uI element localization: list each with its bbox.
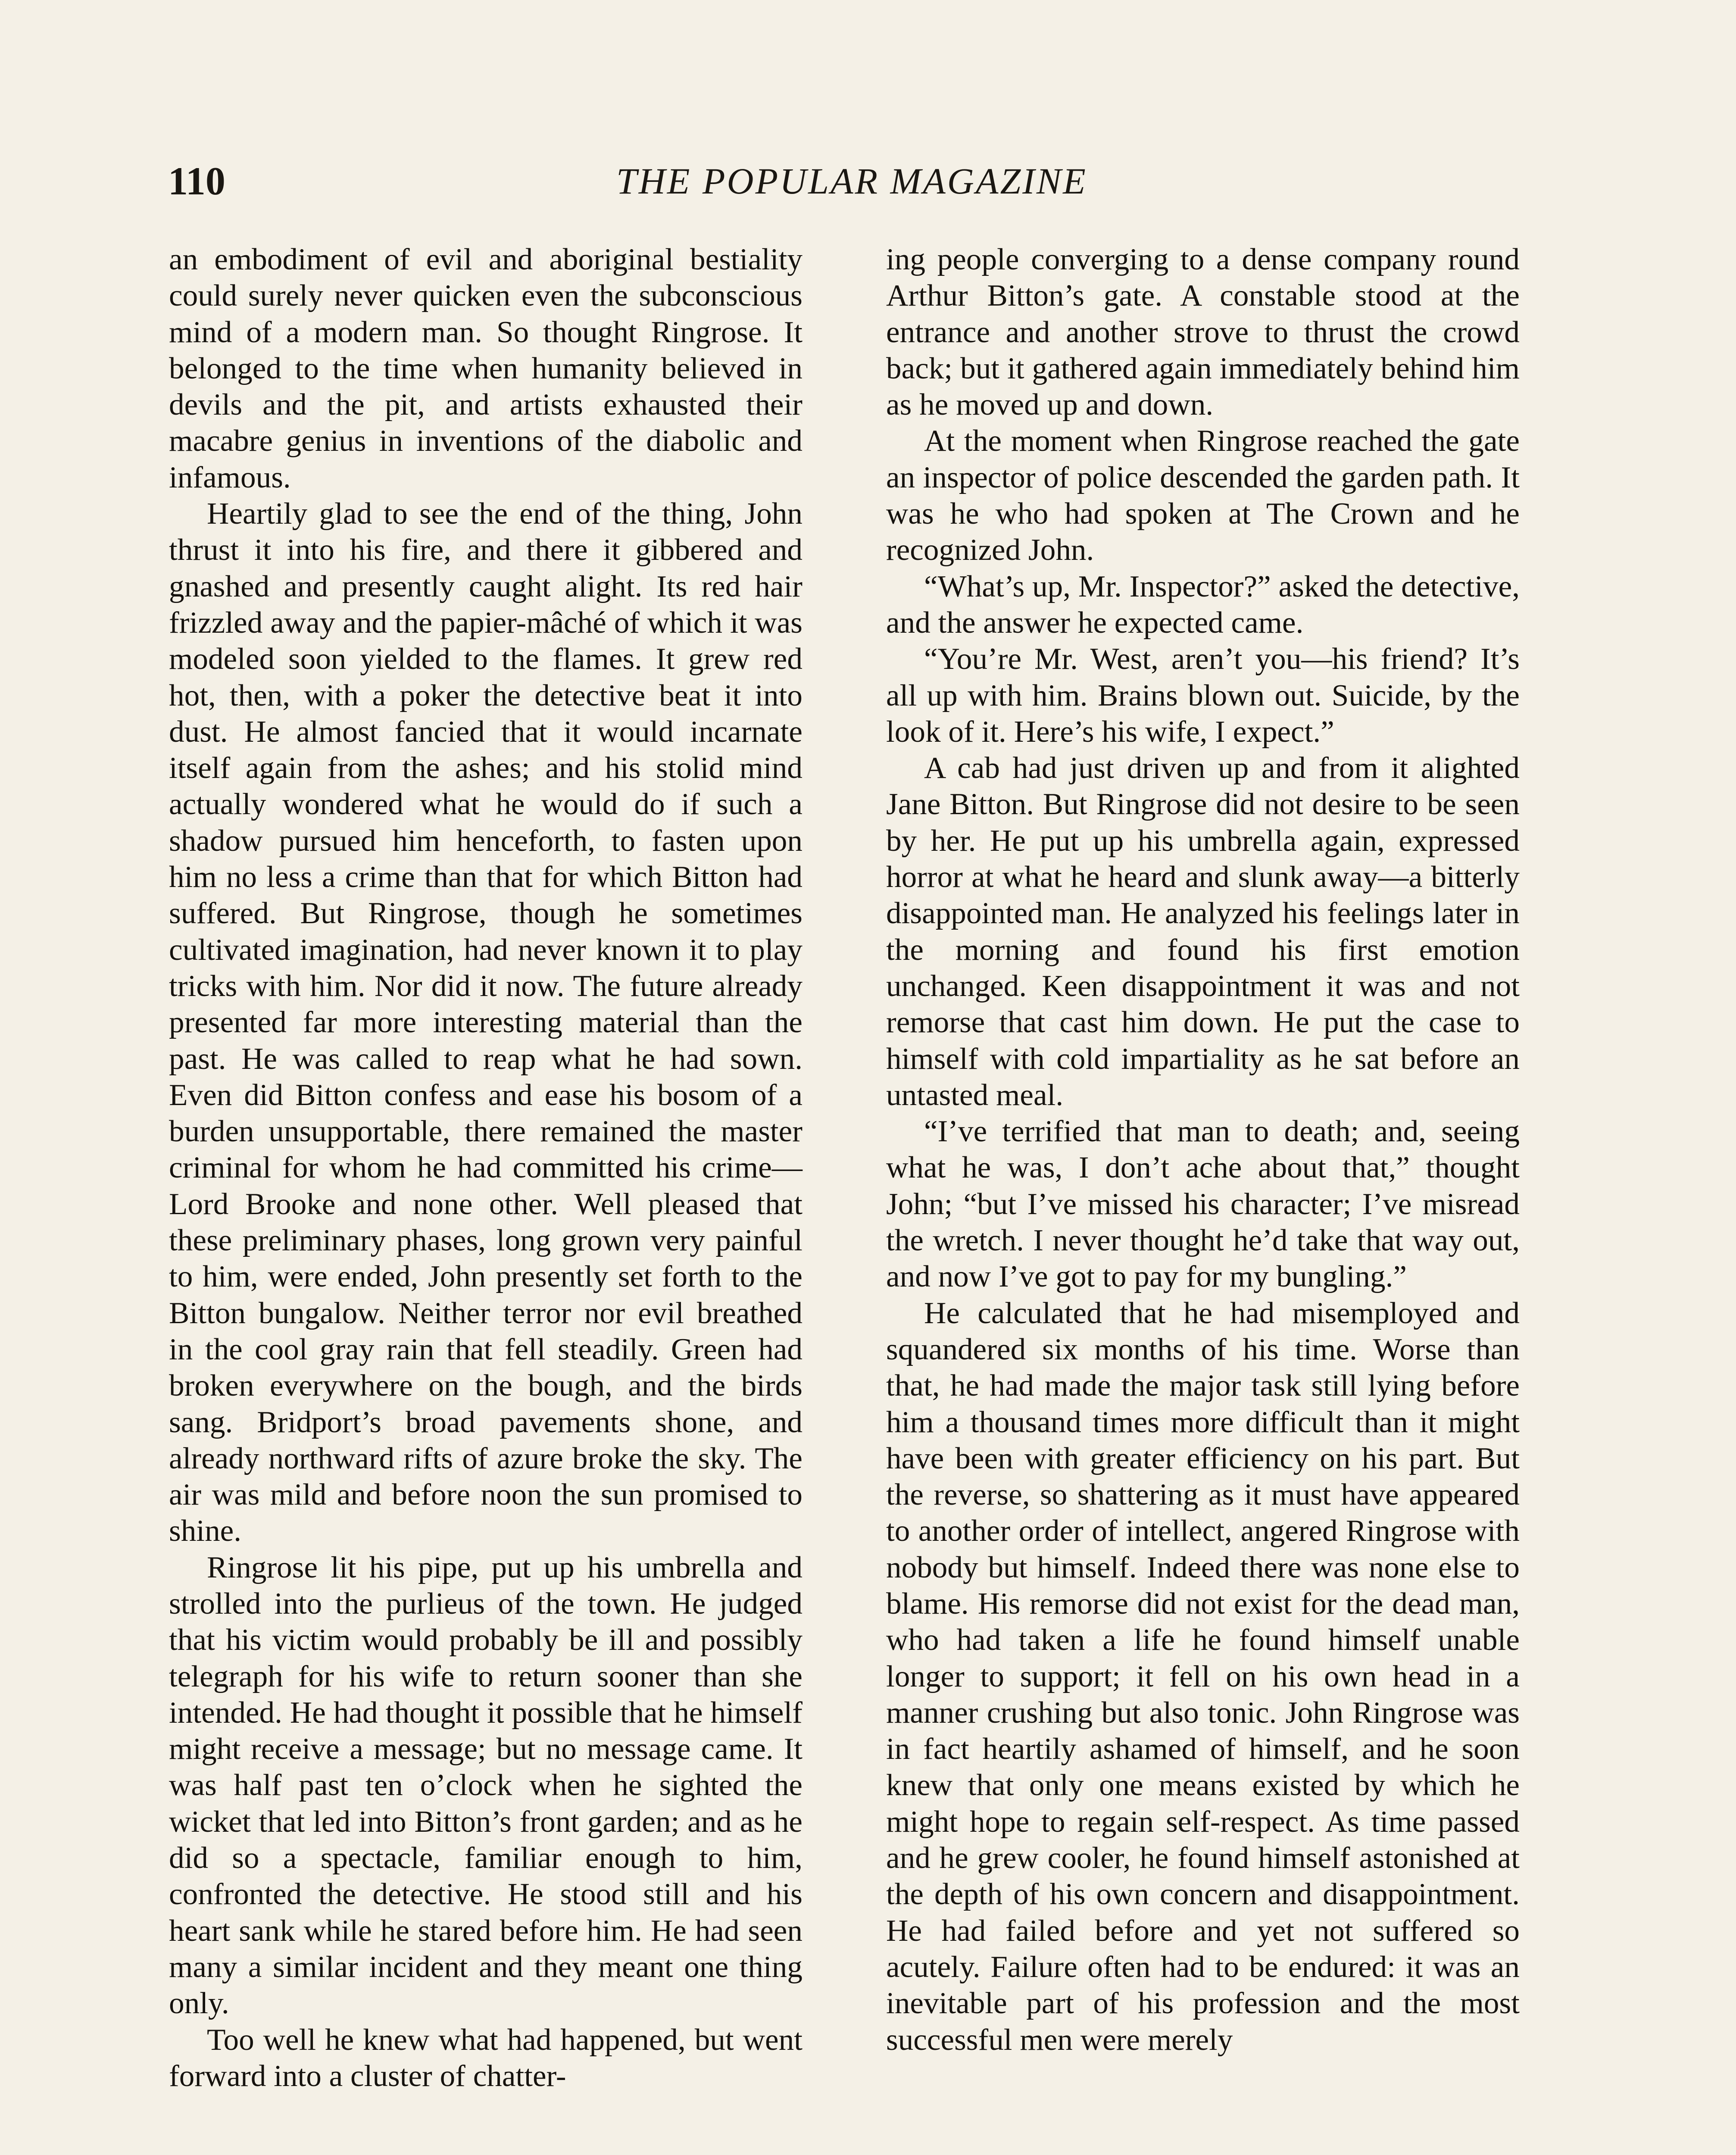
left-column bbox=[169, 241, 802, 2094]
paragraph: ing people converging to a dense company round Arthur Bitton’s gate. A constable stood at the entrance and another strove to thrust the crowd back; but it gathered again immediately behind him as he moved up and down. bbox=[886, 243, 1520, 422]
paragraph: Too well he knew what had happened, but went forward into a cluster of chatter- bbox=[169, 2023, 802, 2093]
page-header bbox=[168, 155, 1573, 207]
paragraph: “I’ve terrified that man to death; and, seeing what he was, I don’t ache about that,” thought John; “but I’ve missed his character; I’ve misread the wretch. I never thought he’d take that way out, and now I’ve got to pay for my bungling.” bbox=[886, 1115, 1520, 1294]
paragraph: At the moment when Ringrose reached the gate an inspector of police descended the garden path. It was he who had spoken at The Crown and he recognized John. bbox=[886, 424, 1520, 567]
right-column bbox=[886, 241, 1520, 2058]
paragraph: “What’s up, Mr. Inspector?” asked the detective, and the answer he expected came. bbox=[886, 569, 1520, 640]
paragraph: Ringrose lit his pipe, put up his umbrella and strolled into the purlieus of the town. He judged that his victim would probably be ill and possibly telegraph for his wife to return sooner than she intended. He had thought it possible that he himself might receive a message; but no message came. It was half past ten o’clock when he sighted the wicket that led into Bitton’s front garden; and as he did so a spectacle, familiar enough to him, confronted the detective. He stood still and his heart sank while he stared before him. He had seen many a similar incident and they meant one thing only. bbox=[169, 1550, 802, 2021]
running-title: THE POPULAR MAGAZINE bbox=[616, 160, 1087, 202]
paragraph: Heartily glad to see the end of the thing, John thrust it into his fire, and there it gibbered and gnashed and presently caught alight. Its red hair frizzled away and the papier-mâché of which it was modeled soon yielded to the flames. It grew red hot, then, with a poker the detective beat it into dust. He almost fancied that it would incarnate itself again from the ashes; and his stolid mind actually wondered what he would do if such a shadow pursued him henceforth, to fasten upon him no less a crime than that for which Bitton had suffered. But Ringrose, though he sometimes cultivated imagination, had never known it to play tricks with him. Nor did it now. The future already presented far more interesting material than the past. He was called to reap what he had sown. Even did Bitton confess and ease his bosom of a burden unsupportable, there remained the master criminal for whom he had committed his crime—Lord Brooke and none other. Well pleased that these preliminary phases, long grown very painful to him, were ended, John presently set forth to the Bitton bungalow. Neither terror nor evil breathed in the cool gray rain that fell steadily. Green had broken everywhere on the bough, and the birds sang. Bridport’s broad pavements shone, and already northward rifts of azure broke the sky. The air was mild and before noon the sun promised to shine. bbox=[169, 497, 802, 1548]
paragraph: A cab had just driven up and from it alighted Jane Bitton. But Ringrose did not desire to be seen by her. He put up his umbrella again, expressed horror at what he heard and slunk away—a bitterly disappointed man. He analyzed his feelings later in the morning and found his first emotion unchanged. Keen disappointment it was and not remorse that cast him down. He put the case to himself with cold impartiality as he sat before an untasted meal. bbox=[886, 751, 1520, 1112]
paragraph: an embodiment of evil and aboriginal bestiality could surely never quicken even the subconscious mind of a modern man. So thought Ringrose. It belonged to the time when humanity believed in devils and the pit, and artists exhausted their macabre genius in inventions of the diabolic and infamous. bbox=[169, 243, 802, 494]
page-number: 110 bbox=[168, 159, 225, 203]
paragraph: “You’re Mr. West, aren’t you—his friend? It’s all up with him. Brains blown out. Suicide, by the look of it. Here’s his wife, I expect.” bbox=[886, 642, 1520, 749]
paragraph: He calculated that he had misemployed and squandered six months of his time. Worse than that, he had made the major task still lying before him a thousand times more difficult than it might have been with greater efficiency on his part. But the reverse, so shattering as it must have appeared to another order of intellect, angered Ringrose with nobody but himself. Indeed there was none else to blame. His remorse did not exist for the dead man, who had taken a life he found himself unable longer to support; it fell on his own head in a manner crushing but also tonic. John Ringrose was in fact heartily ashamed of himself, and he soon knew that only one means existed by which he might hope to regain self-respect. As time passed and he grew cooler, he found himself astonished at the depth of his own concern and disappointment. He had failed before and yet not suffered so acutely. Failure often had to be endured: it was an inevitable part of his profession and the most successful men were merely bbox=[886, 1296, 1520, 2057]
